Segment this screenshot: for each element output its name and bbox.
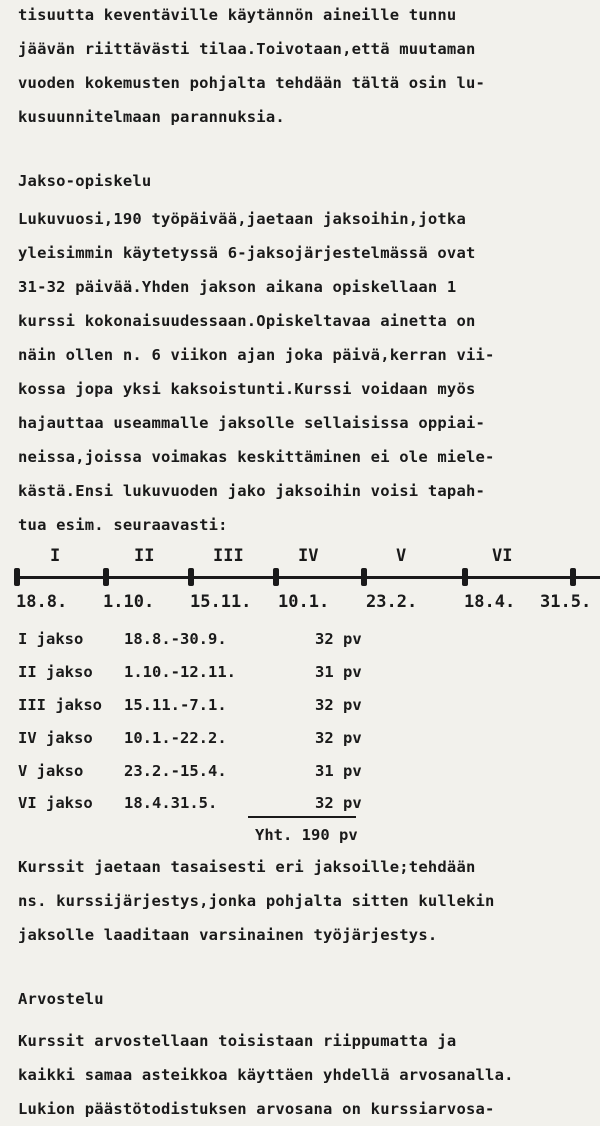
timeline-tick <box>361 568 367 586</box>
schedule-period: I jakso <box>18 630 84 648</box>
timeline-period-label: II <box>134 546 155 566</box>
body-line: jaksolle laaditaan varsinainen työjärjestys. <box>18 926 438 944</box>
timeline-date: 15.11. <box>190 592 252 612</box>
schedule-days: 32 pv <box>315 729 362 747</box>
body-line: 31-32 päivää.Yhden jakson aikana opiskellaan 1 <box>18 278 457 296</box>
timeline-tick <box>103 568 109 586</box>
schedule-period: V jakso <box>18 762 84 780</box>
body-line: yleisimmin käytetyssä 6-jaksojärjestelmässä ovat <box>18 244 476 262</box>
timeline-tick <box>188 568 194 586</box>
intro-line: tisuutta keventäville käytännön aineille tunnu <box>18 6 457 24</box>
schedule-days: 31 pv <box>315 663 362 681</box>
schedule-period: III jakso <box>18 696 102 714</box>
intro-line: jäävän riittävästi tilaa.Toivotaan,että muutaman <box>18 40 476 58</box>
timeline-tick <box>462 568 468 586</box>
schedule-range: 10.1.-22.2. <box>124 729 227 747</box>
schedule-range: 18.8.-30.9. <box>124 630 227 648</box>
timeline-period-label: III <box>213 546 244 566</box>
schedule-period: VI jakso <box>18 794 93 812</box>
body-line: tua esim. seuraavasti: <box>18 516 228 534</box>
schedule-period: IV jakso <box>18 729 93 747</box>
body-line: kaikki samaa asteikkoa käyttäen yhdellä arvosanalla. <box>18 1066 514 1084</box>
section-heading-jakso-opiskelu: Jakso-opiskelu <box>18 172 152 190</box>
schedule-range: 1.10.-12.11. <box>124 663 236 681</box>
sum-rule <box>248 816 356 818</box>
intro-line: kusuunnitelmaan parannuksia. <box>18 108 285 126</box>
schedule-range: 18.4.31.5. <box>124 794 218 812</box>
schedule-total: Yht. 190 pv <box>255 826 358 844</box>
body-line: kurssi kokonaisuudessaan.Opiskeltavaa ainetta on <box>18 312 476 330</box>
schedule-days: 32 pv <box>315 696 362 714</box>
timeline-date: 10.1. <box>278 592 330 612</box>
body-line: hajauttaa useammalle jaksolle sellaisissa oppiai- <box>18 414 486 432</box>
timeline-period-label: IV <box>298 546 319 566</box>
section-heading-arvostelu: Arvostelu <box>18 990 104 1008</box>
timeline-period-label: V <box>396 546 407 566</box>
timeline-period-label: VI <box>492 546 513 566</box>
body-line: Lukuvuosi,190 työpäivää,jaetaan jaksoihin,jotka <box>18 210 466 228</box>
timeline-date: 1.10. <box>103 592 155 612</box>
timeline-period-label: I <box>50 546 61 566</box>
body-line: näin ollen n. 6 viikon ajan joka päivä,kerran vii- <box>18 346 495 364</box>
schedule-days: 32 pv <box>315 794 362 812</box>
body-line: kästä.Ensi lukuvuoden jako jaksoihin voisi tapah- <box>18 482 486 500</box>
timeline-tick <box>273 568 279 586</box>
body-line: Kurssit arvostellaan toisistaan riippumatta ja <box>18 1032 457 1050</box>
timeline-date: 23.2. <box>366 592 418 612</box>
timeline-date: 18.4. <box>464 592 516 612</box>
body-line: Lukion päästötodistuksen arvosana on kurssiarvosa- <box>18 1100 495 1118</box>
timeline-tick <box>14 568 20 586</box>
schedule-days: 31 pv <box>315 762 362 780</box>
timeline-date: 31.5. <box>540 592 592 612</box>
timeline-tick <box>570 568 576 586</box>
body-line: kossa jopa yksi kaksoistunti.Kurssi voidaan myös <box>18 380 476 398</box>
timeline-date: 18.8. <box>16 592 68 612</box>
schedule-days: 32 pv <box>315 630 362 648</box>
schedule-period: II jakso <box>18 663 93 681</box>
body-line: neissa,joissa voimakas keskittäminen ei ole miele- <box>18 448 495 466</box>
body-line: ns. kurssijärjestys,jonka pohjalta sitten kullekin <box>18 892 495 910</box>
schedule-range: 15.11.-7.1. <box>124 696 227 714</box>
schedule-range: 23.2.-15.4. <box>124 762 227 780</box>
body-line: Kurssit jaetaan tasaisesti eri jaksoille;tehdään <box>18 858 476 876</box>
intro-line: vuoden kokemusten pohjalta tehdään tältä osin lu- <box>18 74 486 92</box>
